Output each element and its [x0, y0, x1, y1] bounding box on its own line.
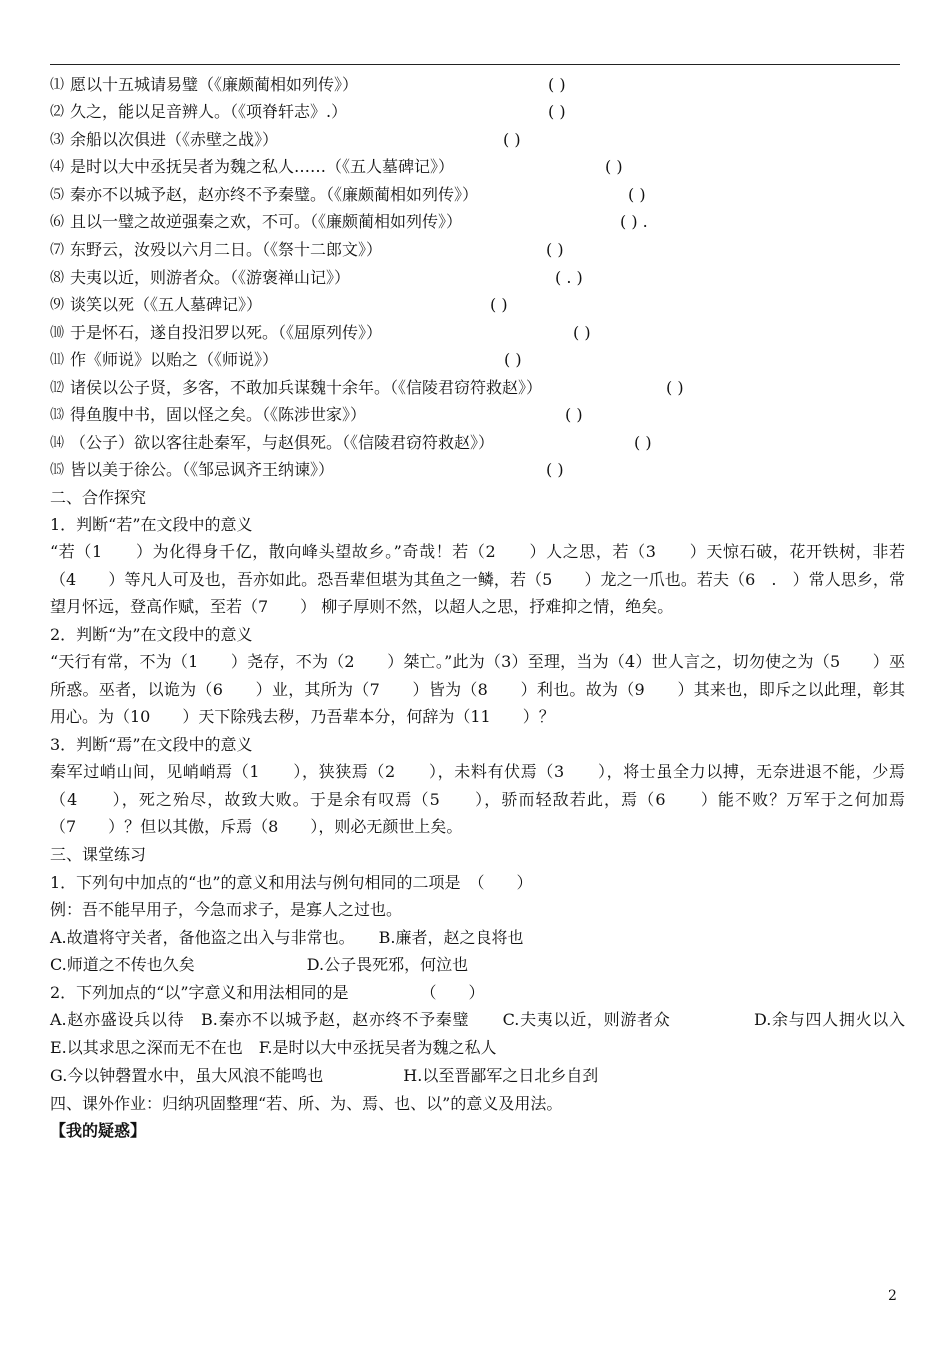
list-item: ⑴ 愿以十五城请易璧（《廉颇蔺相如列传》）	[50, 75, 359, 94]
answer-blank[interactable]: ( )	[634, 433, 652, 452]
answer-blank[interactable]: ( )	[565, 405, 583, 424]
question-title: 2．判断“为”在文段中的意义	[50, 625, 253, 644]
answer-blank[interactable]: ( ) .	[620, 212, 648, 231]
header-rule	[50, 64, 900, 65]
list-item: ⑼ 谈笑以死（《五人墓碑记》）	[50, 295, 263, 314]
list-item: ⑻ 夫夷以近，则游者众。（《游褒禅山记》）	[50, 268, 351, 287]
answer-blank[interactable]: ( )	[490, 295, 508, 314]
answer-blank[interactable]: ( )	[628, 185, 646, 204]
list-item: ⒀ 得鱼腹中书，固以怪之矣。（《陈涉世家》）	[50, 405, 367, 424]
option-row: A.故遣将守关者，备他盗之出入与非常也。 B.廉者，赵之良将也	[50, 928, 524, 947]
option-row: C.师道之不传也久矣 D.公子畏死邪，何泣也	[50, 955, 469, 974]
question-title: 2．下列加点的“以”字意义和用法相同的是 （ ）	[50, 983, 485, 1002]
section-heading: 二、合作探究	[50, 488, 147, 507]
paragraph: 秦军过峭山间，见峭峭焉（1 ），狭狭焉（2 ），未料有伏焉（3 ），将士虽全力以搏，无奈进退不能，少焉（4 ），死之殆尽，故致大败。于是余有叹焉（5 ），骄而轻敌若此，焉（6 ）能不败？万军于之何加焉（7 ）？但以其傲，斥焉（8 ），则必无颜世上矣。	[50, 762, 905, 836]
example-sentence: 例：吾不能早用子，今急而求子，是寡人之过也。	[50, 900, 403, 919]
question-title: 1．下列句中加点的“也”的意义和用法与例句相同的二项是 （ ）	[50, 873, 533, 892]
answer-blank[interactable]: ( )	[666, 378, 684, 397]
list-item: ⑹ 且以一璧之故逆强秦之欢，不可。（《廉颇蔺相如列传》）	[50, 212, 463, 231]
doubt-heading: 【我的疑惑】	[50, 1121, 147, 1140]
answer-blank[interactable]: ( )	[548, 102, 566, 121]
answer-blank[interactable]: ( )	[546, 460, 564, 479]
answer-blank[interactable]: ( )	[605, 157, 623, 176]
list-item: ⑸ 秦亦不以城予赵，赵亦终不予秦璧。（《廉颇蔺相如列传》）	[50, 185, 479, 204]
question-title: 3．判断“焉”在文段中的意义	[50, 735, 253, 754]
answer-blank[interactable]: ( )	[546, 240, 564, 259]
option-row: A.赵亦盛设兵以待 B.秦亦不以城予赵，赵亦终不予秦璧 C.夫夷以近，则游者众 D.余与四人拥火以入 E.以其求思之深而无不在也 F.是时以大中丞抚吴者为魏之私人	[50, 1010, 938, 1057]
answer-blank[interactable]: ( )	[548, 75, 566, 94]
list-item: ⒂ 皆以美于徐公。（《邹忌讽齐王纳谏》）	[50, 460, 335, 479]
list-item: ⒁ （公子）欲以客往赴秦军，与赵俱死。（《信陵君窃符救赵》）	[50, 433, 495, 452]
answer-blank[interactable]: ( )	[504, 350, 522, 369]
question-title: 1．判断“若”在文段中的意义	[50, 515, 253, 534]
answer-blank[interactable]: ( )	[503, 130, 521, 149]
answer-blank[interactable]: ( . )	[555, 268, 583, 287]
section-heading: 四、课外作业：归纳巩固整理“若、所、为、焉、也、以”的意义及用法。	[50, 1094, 563, 1113]
list-item: ⑷ 是时以大中丞抚吴者为魏之私人……（《五人墓碑记》）	[50, 157, 455, 176]
section-heading: 三、课堂练习	[50, 845, 147, 864]
list-item: ⑾ 作《师说》以贻之（《师说》）	[50, 350, 279, 369]
page-number: 2	[888, 1288, 897, 1304]
paragraph: “若（1 ）为化得身千亿，散向峰头望故乡。”奇哉！若（2 ）人之思，若（3 ）天惊石破，花开铁树，非若（4 ）等凡人可及也，吾亦如此。恐吾辈但堪为其鱼之一鳞，若（5 ）龙之一爪也。若夫（6 . ）常人思乡，常望月怀远，登高作赋，至若（7 ） 柳子厚则不然，以超人之思，抒难抑之情，绝矣。	[50, 542, 905, 616]
list-item: ⑶ 余船以次俱进（《赤壁之战》）	[50, 130, 279, 149]
list-item: ⑺ 东野云，汝殁以六月二日。（《祭十二郎文》）	[50, 240, 383, 259]
answer-blank[interactable]: ( )	[573, 323, 591, 342]
option-row: G.今以钟磬置水中，虽大风浪不能鸣也 H.以至晋鄙军之日北乡自刭	[50, 1066, 599, 1085]
list-item: ⑿ 诸侯以公子贤，多客，不敢加兵谋魏十余年。（《信陵君窃符救赵》）	[50, 378, 543, 397]
list-item: ⑵ 久之，能以足音辨人。（《项脊轩志》.）	[50, 102, 348, 121]
paragraph: “天行有常，不为（1 ）尧存，不为（2 ）桀亡。”此为（3）至理，当为（4）世人言之，切勿使之为（5 ）巫所惑。巫者，以诡为（6 ）业，其所为（7 ）皆为（8 ）利也。故为（9 ）其来也，即斥之以此理，彰其用心。为（10 ）天下除残去秽，乃吾辈本分，何辞为（11 ）？	[50, 652, 905, 726]
list-item: ⑽ 于是怀石，遂自投汨罗以死。（《屈原列传》）	[50, 323, 383, 342]
